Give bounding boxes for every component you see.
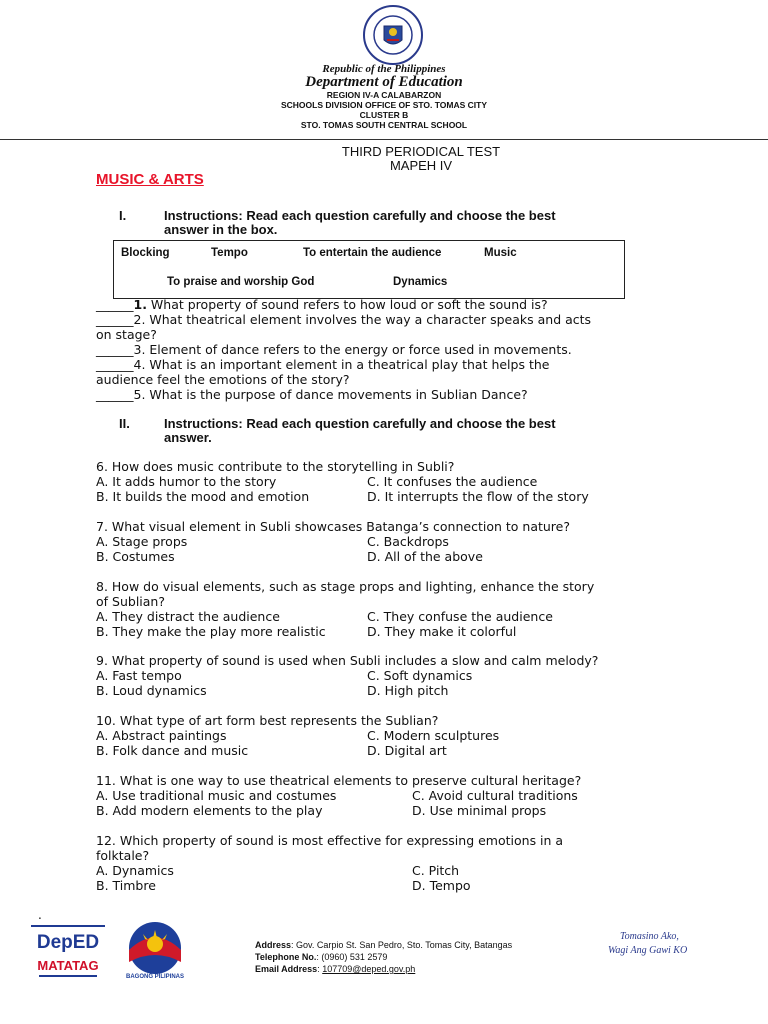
- option-a: A. Stage props: [96, 534, 188, 549]
- question-number: 1.: [133, 297, 147, 312]
- option-c: C. They confuse the audience: [367, 609, 553, 624]
- deped-wordmark: DepED: [36, 932, 100, 953]
- part1-question-3: ______3. Element of dance refers to the energy or force used in movements.: [96, 342, 572, 357]
- part1-question-4-cont: audience feel the emotions of the story?: [96, 372, 350, 387]
- motto-line2: Wagi Ang Gawi KO: [608, 945, 688, 956]
- option-d: D. All of the above: [367, 549, 483, 564]
- division-text: SCHOOLS DIVISION OFFICE OF STO. TOMAS CITY: [280, 100, 488, 110]
- test-title: THIRD PERIODICAL TEST: [341, 144, 501, 159]
- telephone-label: Telephone No.: [255, 952, 317, 962]
- email-label: Email Address: [255, 964, 318, 974]
- region-text: REGION IV-A CALABARZON: [326, 90, 442, 100]
- part2-instruction-line1: Instructions: Read each question carefully and choose the best: [164, 416, 556, 431]
- telephone-value: : (0960) 531 2579: [316, 952, 388, 962]
- answer-blank: ______: [96, 297, 134, 312]
- choice-item: To entertain the audience: [303, 247, 442, 259]
- footer-dot: .: [38, 908, 42, 922]
- option-b: B. Costumes: [96, 549, 175, 564]
- option-c: C. Pitch: [412, 863, 460, 878]
- option-b: B. Add modern elements to the play: [96, 803, 323, 818]
- deped-matatag-logo: [31, 925, 105, 983]
- option-a: A. Abstract paintings: [96, 728, 227, 743]
- option-d: D. Use minimal props: [412, 803, 547, 818]
- part2-numeral: II.: [119, 416, 130, 431]
- question-12-cont: folktale?: [96, 848, 150, 863]
- deped-seal: [351, 4, 435, 66]
- choice-item: Music: [484, 247, 517, 259]
- department-title: Department of Education: [305, 74, 463, 90]
- part1-question-2-cont: on stage?: [96, 327, 157, 342]
- option-d: D. High pitch: [367, 683, 449, 698]
- part2-instruction-line2: answer.: [164, 430, 212, 445]
- email-separator: :: [317, 964, 323, 974]
- option-c: C. Soft dynamics: [367, 668, 473, 683]
- option-a: A. Dynamics: [96, 863, 174, 878]
- question-9: 9. What property of sound is used when Subli includes a slow and calm melody?: [96, 653, 599, 668]
- test-subject: MAPEH IV: [389, 158, 453, 173]
- motto-line1: Tomasino Ako,: [620, 931, 679, 942]
- option-d: D. Digital art: [367, 743, 447, 758]
- option-b: B. Folk dance and music: [96, 743, 249, 758]
- answer-choice-box: [113, 240, 625, 299]
- option-b: B. They make the play more realistic: [96, 624, 326, 639]
- footer-address: [255, 940, 512, 950]
- option-a: A. They distract the audience: [96, 609, 280, 624]
- option-a: A. Fast tempo: [96, 668, 182, 683]
- address-value: : Gov. Carpio St. San Pedro, Sto. Tomas City, Batangas: [291, 940, 513, 950]
- option-a: A. It adds humor to the story: [96, 474, 277, 489]
- part1-question-4: ______4. What is an important element in a theatrical play that helps the: [96, 357, 550, 372]
- part1-instruction-line2: answer in the box.: [164, 222, 278, 237]
- choice-item: Tempo: [211, 247, 248, 259]
- question-12: 12. Which property of sound is most effective for expressing emotions in a: [96, 833, 564, 848]
- section-title: MUSIC & ARTS: [96, 171, 204, 188]
- option-d: D. It interrupts the flow of the story: [367, 489, 589, 504]
- header-divider: [0, 139, 768, 140]
- choice-item: Blocking: [121, 247, 170, 259]
- question-text: What property of sound refers to how loud or soft the sound is?: [146, 297, 548, 312]
- choice-item: Dynamics: [393, 276, 448, 288]
- email-link[interactable]: 107709@deped.gov.ph: [322, 964, 416, 974]
- cluster-text: CLUSTER B: [359, 110, 409, 120]
- republic-text: Republic of the Philippines: [322, 63, 446, 75]
- option-a: A. Use traditional music and costumes: [96, 788, 337, 803]
- option-d: D. They make it colorful: [367, 624, 517, 639]
- footer-email: [255, 964, 415, 974]
- question-10: 10. What type of art form best represents the Sublian?: [96, 713, 439, 728]
- matatag-wordmark: MATATAG: [37, 958, 99, 973]
- option-b: B. Loud dynamics: [96, 683, 207, 698]
- part1-question-1: [96, 297, 696, 312]
- school-text: STO. TOMAS SOUTH CENTRAL SCHOOL: [300, 120, 468, 130]
- address-label: Address: [255, 940, 292, 950]
- question-7: 7. What visual element in Subli showcases Batanga’s connection to nature?: [96, 519, 570, 534]
- question-8-cont: of Sublian?: [96, 594, 165, 609]
- option-b: B. It builds the mood and emotion: [96, 489, 310, 504]
- question-6: 6. How does music contribute to the storytelling in Subli?: [96, 459, 455, 474]
- option-c: C. Modern sculptures: [367, 728, 500, 743]
- footer-telephone: [255, 952, 387, 962]
- option-b: B. Timbre: [96, 878, 156, 893]
- question-11: 11. What is one way to use theatrical elements to preserve cultural heritage?: [96, 773, 582, 788]
- bagong-pilipinas-text: BAGONG PILIPINAS: [125, 974, 184, 980]
- option-c: C. It confuses the audience: [367, 474, 538, 489]
- bagong-pilipinas-logo: [115, 920, 195, 986]
- option-c: C. Backdrops: [367, 534, 449, 549]
- part1-question-2: ______2. What theatrical element involves the way a character speaks and acts: [96, 312, 592, 327]
- part1-instruction-line1: Instructions: Read each question carefully and choose the best: [164, 208, 556, 223]
- part1-numeral: I.: [119, 208, 127, 223]
- choice-item: To praise and worship God: [167, 276, 315, 288]
- option-d: D. Tempo: [412, 878, 471, 893]
- question-8: 8. How do visual elements, such as stage props and lighting, enhance the story: [96, 579, 595, 594]
- part1-question-5: ______5. What is the purpose of dance movements in Sublian Dance?: [96, 387, 528, 402]
- option-c: C. Avoid cultural traditions: [412, 788, 578, 803]
